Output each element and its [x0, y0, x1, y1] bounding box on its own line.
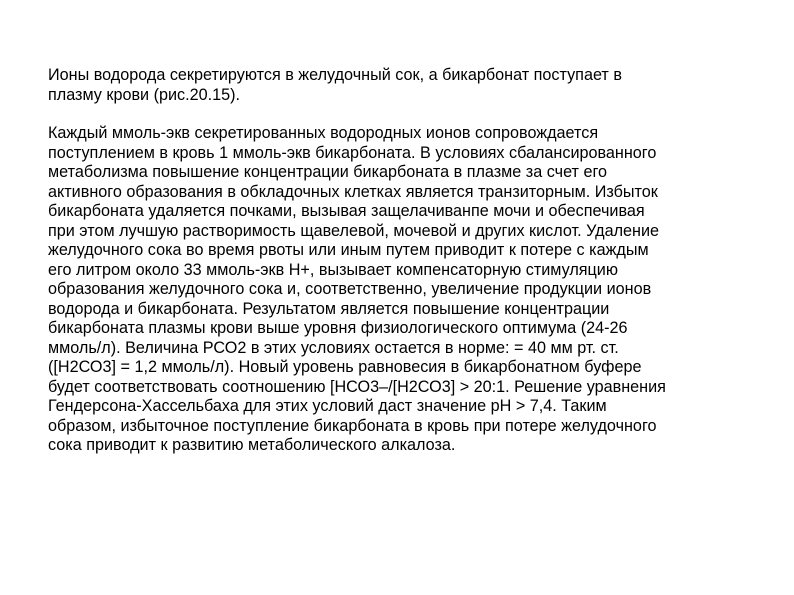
paragraph-intro: [48, 66, 748, 105]
text-line: образования желудочного сока и, соответственно, увеличение продукции ионов: [48, 280, 652, 298]
text-line: ([Н2СО3] = 1,2 ммоль/л). Новый уровень равновесия в бикарбонатном буфере: [48, 358, 642, 376]
text-line: бикарбоната удаляется почками, вызывая защелачиванпе мочи и обеспечивая: [48, 202, 645, 220]
text-line: плазму крови (рис.20.15).: [48, 85, 241, 104]
text-line: ммоль/л). Величина РСО2 в этих условиях остается в норме: = 40 мм рт. ст.: [48, 338, 619, 357]
text-line: метаболизма повышение концентрации бикарбоната в плазме за счет его: [48, 163, 607, 181]
text-line: активного образования в обкладочных клетках является транзиторным. Избыток: [48, 182, 658, 201]
text-line: бикарбоната плазмы крови выше уровня физиологического оптимума (24-26: [48, 319, 628, 337]
text-line: Каждый ммоль-экв секретированных водородных ионов сопровождается: [48, 124, 599, 142]
text-line: поступлением в кровь 1 ммоль-экв бикарбоната. В условиях сбалансированного: [48, 143, 657, 162]
text-line: его литром около 33 ммоль-экв Н+, вызывает компенсаторную стимуляцию: [48, 260, 618, 279]
text-line: сока приводит к развитию метаболического алкалоза.: [48, 436, 456, 454]
text-line: при этом лучшую растворимость щавелевой, мочевой и других кислот. Удаление: [48, 221, 660, 240]
text-line: желудочного сока во время рвоты или иным путем приводит к потере с каждым: [48, 241, 649, 259]
text-line: Ионы водорода секретируются в желудочный сок, а бикарбонат поступает в: [48, 66, 622, 84]
text-line: будет соответствовать соотношению [НСО3–/[Н2СО3] > 20:1. Решение уравнения: [48, 377, 666, 396]
text-line: Гендерсона-Хассельбаха для этих условий даст значение рН > 7,4. Таким: [48, 397, 607, 415]
text-line: образом, избыточное поступление бикарбоната в кровь при потере желудочного: [48, 416, 657, 435]
text-line: водорода и бикарбоната. Результатом является повышение концентрации: [48, 299, 610, 318]
paragraph-main: [48, 124, 748, 456]
